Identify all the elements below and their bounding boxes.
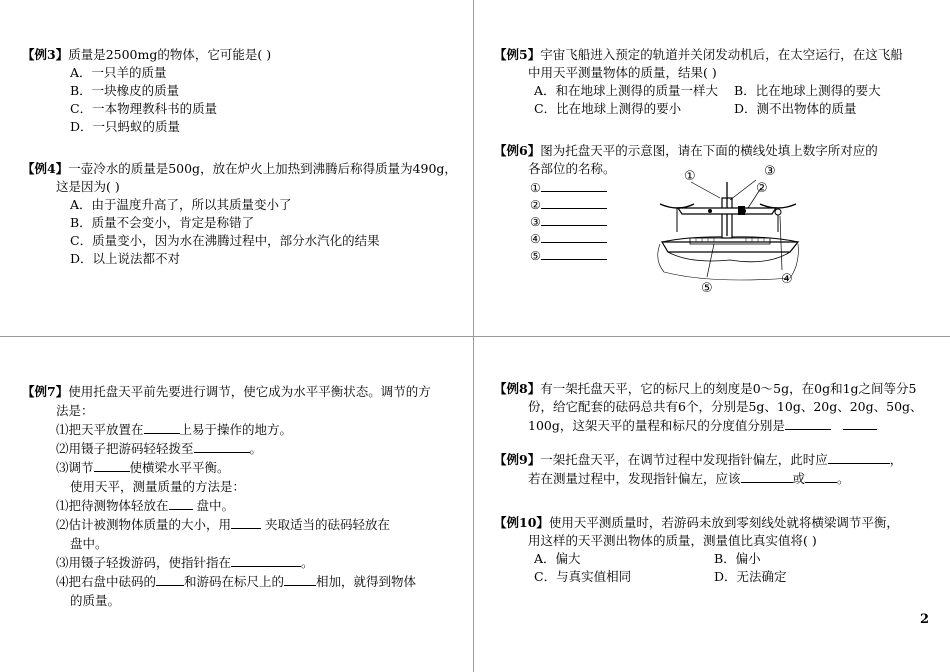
q4-option-d: D．以上说法都不对 xyxy=(70,251,181,266)
q3-option-c: C．一本物理教科书的质量 xyxy=(70,101,218,116)
q10-option-c: C．与真实值相同 xyxy=(534,569,632,584)
q3-option-a: A．一只羊的质量 xyxy=(70,65,167,80)
q7-blank-8[interactable] xyxy=(284,572,316,586)
q6-stem-line1: 图为托盘天平的示意图，请在下面的横线处填上数字所对应的 xyxy=(540,143,878,158)
q7-method-1: ⑴把待测物体轻放在 盘中。 xyxy=(56,498,235,513)
q8-blank-1[interactable] xyxy=(785,416,831,430)
q5-option-d: D．测不出物体的质量 xyxy=(734,101,857,116)
q9-stem-line2: 若在测量过程中，发现指针偏左，应该 或 。 xyxy=(528,471,850,486)
q5-tag: 【例5】 xyxy=(494,47,541,62)
figure-label-1: ① xyxy=(684,169,696,184)
q4-option-a: A．由于温度升高了，所以其质量变小了 xyxy=(70,197,292,212)
q7-method-3: ⑶用镊子轻拨游码，使指针指在 。 xyxy=(56,555,314,570)
q7-blank-1[interactable] xyxy=(144,420,180,434)
q8-tag: 【例8】 xyxy=(494,381,541,396)
q9-blank-3[interactable] xyxy=(805,469,837,483)
balance-left-pan xyxy=(660,204,694,208)
question-8 xyxy=(494,380,939,435)
horizontal-divider xyxy=(0,336,950,337)
q6-blank-5-num: ⑤ xyxy=(530,249,541,263)
q5-option-b: B．比在地球上测得的要大 xyxy=(734,83,881,98)
q4-stem-line2: 这是因为( ) xyxy=(56,179,120,194)
q6-blank-1-num: ① xyxy=(530,181,541,195)
q5-option-c: C．比在地球上测得的要小 xyxy=(534,101,682,116)
figure-label-3: ③ xyxy=(764,164,776,179)
q7-stem-line2: 法是： xyxy=(56,403,94,418)
q5-stem-line1: 宇宙飞船进入预定的轨道并关闭发动机后，在太空运行，在这飞船 xyxy=(540,47,903,62)
q3-option-b: B．一块橡皮的质量 xyxy=(70,83,180,98)
question-5 xyxy=(494,46,934,118)
balance-right-pan xyxy=(760,204,796,208)
q8-stem-line2: 份，给它配套的砝码总共有6个，分别是5g、10g、20g、20g、50g、 xyxy=(528,399,923,414)
question-9: 【例9】一架托盘天平，在调节过程中发现指针偏左，此时应 ， 若在测量过程中，发现指针偏左，应该 或 。 xyxy=(494,450,939,488)
q6-blank-4-num: ④ xyxy=(530,232,541,246)
q7-intro: 使用天平，测量质量的方法是： xyxy=(70,479,246,494)
q3-tag: 【例3】 xyxy=(22,47,69,62)
q10-tag: 【例10】 xyxy=(494,515,549,530)
figure-label-5: ⑤ xyxy=(701,281,713,295)
balance-base xyxy=(662,242,798,252)
q8-stem-line3: 100g，这架天平的量程和标尺的分度值分别是 xyxy=(494,416,939,435)
q8-blank-2[interactable] xyxy=(843,416,877,430)
q7-step-1: ⑴把天平放置在 上易于操作的地方。 xyxy=(56,422,293,437)
question-4 xyxy=(22,160,467,268)
page-number: 2 xyxy=(920,612,930,627)
q9-tag: 【例9】 xyxy=(494,452,541,467)
q10-option-d: D．无法确定 xyxy=(714,569,787,584)
q7-method-2-cont: 盘中。 xyxy=(70,536,108,551)
q7-blank-3[interactable] xyxy=(94,458,130,472)
q4-option-b: B．质量不会变小，肯定是称错了 xyxy=(70,215,255,230)
q3-option-d: D．一只蚂蚁的质量 xyxy=(70,119,181,134)
q10-option-b: B．偏小 xyxy=(714,551,761,566)
balance-nut xyxy=(775,209,781,215)
q6-blank-2-num: ② xyxy=(530,198,541,212)
q7-blank-4[interactable] xyxy=(169,496,193,510)
q4-stem-line1: 一壶冷水的质量是500g，放在炉火上加热到沸腾后称得质量为490g， xyxy=(68,161,457,176)
q6-stem-line2: 各部位的名称。 xyxy=(528,161,616,176)
q9-blank-1[interactable] xyxy=(828,450,890,464)
q3-stem: 质量是2500mg的物体，它可能是( ) xyxy=(68,47,272,62)
q7-tag: 【例7】 xyxy=(22,384,69,399)
balance-beam xyxy=(678,208,776,214)
q7-step-2: ⑵用镊子把游码轻轻拨至 。 xyxy=(56,441,263,456)
q4-tag: 【例4】 xyxy=(22,161,69,176)
q10-stem-line2: 用这样的天平测出物体的质量，测量值比真实值将( ) xyxy=(528,533,817,548)
figure-label-2: ② xyxy=(756,181,768,196)
figure-label-4: ④ xyxy=(781,272,793,287)
q7-step-3: ⑶调节 使横梁水平平衡。 xyxy=(56,460,230,475)
q7-method-4: ⑷把右盘中砝码的 和游码在标尺上的 相加，就得到物体 xyxy=(56,574,417,589)
question-3 xyxy=(22,46,462,136)
q7-method-4-cont: 的质量。 xyxy=(70,593,121,608)
q7-blank-5[interactable] xyxy=(231,515,261,529)
q8-stem-line1: 有一架托盘天平，它的标尺上的刻度是0～5g，在0g和1g之间等分5 xyxy=(540,381,917,396)
q6-tag: 【例6】 xyxy=(494,143,541,158)
q7-stem-line1: 使用托盘天平前先要进行调节，使它成为水平平衡状态。调节的方 xyxy=(68,384,431,399)
q10-option-a: A．偏大 xyxy=(534,551,581,566)
q10-stem-line1: 使用天平测质量时，若游码未放到零刻线处就将横梁调节平衡， xyxy=(548,515,899,530)
q6-blank-3-num: ③ xyxy=(530,215,541,229)
q5-stem-line2: 中用天平测量物体的质量，结果( ) xyxy=(528,65,717,80)
q4-option-c: C．质量变小，因为水在沸腾过程中，部分水汽化的结果 xyxy=(70,233,380,248)
q7-blank-7[interactable] xyxy=(156,572,184,586)
q5-option-a: A．和在地球上测得的质量一样大 xyxy=(534,83,719,98)
q9-stem-line1: 一架托盘天平，在调节过程中发现指针偏左，此时应 xyxy=(540,452,828,467)
q7-blank-2[interactable] xyxy=(194,439,250,453)
question-7 xyxy=(22,382,467,610)
q9-blank-2[interactable] xyxy=(741,469,793,483)
q7-method-2: ⑵估计被测物体质量的大小，用 夹取适当的砝码轻放在 xyxy=(56,517,391,532)
balance-rider xyxy=(738,206,745,215)
question-10 xyxy=(494,514,939,586)
balance-figure xyxy=(650,160,810,295)
q7-blank-6[interactable] xyxy=(231,553,301,567)
